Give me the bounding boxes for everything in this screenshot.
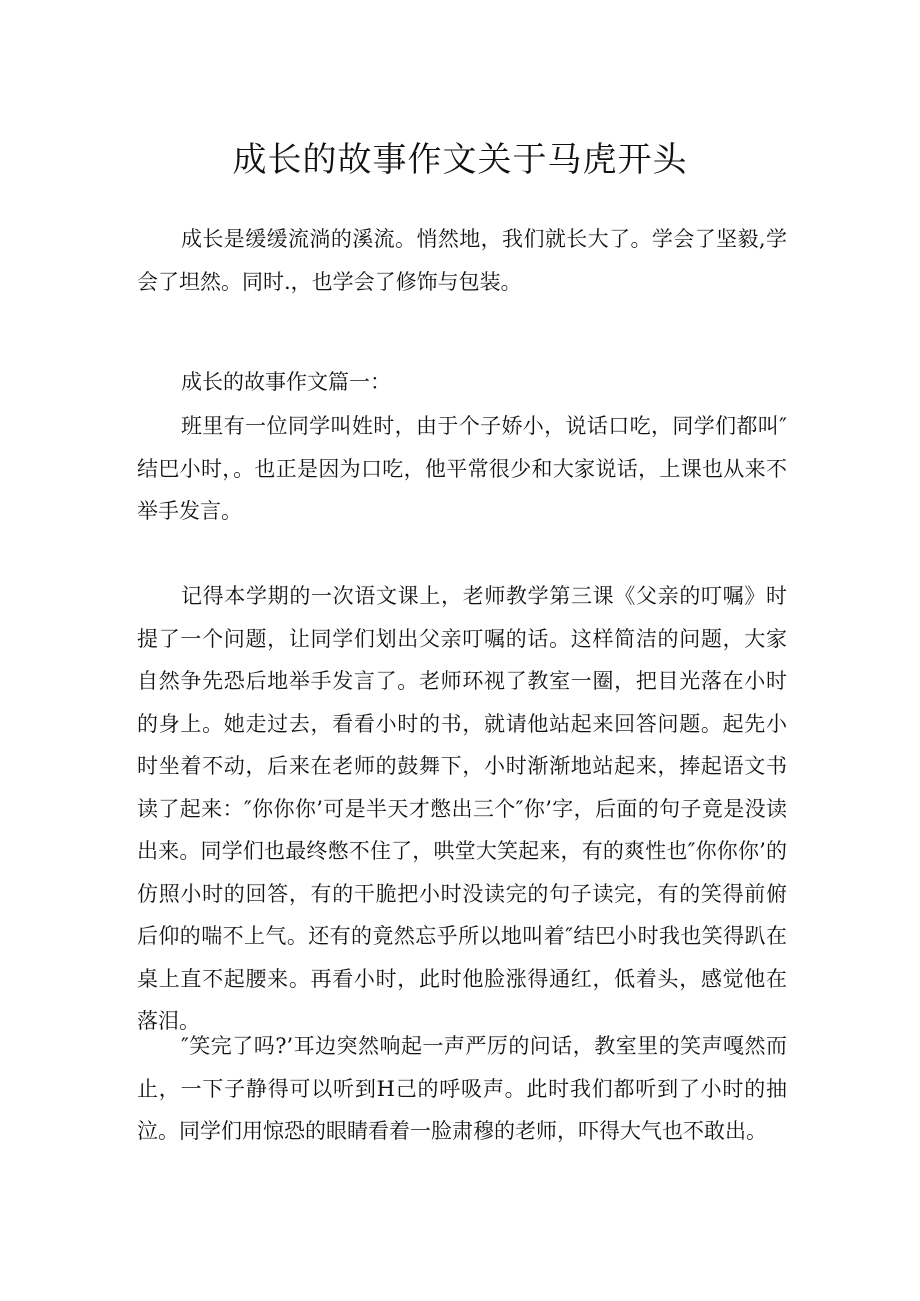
body-paragraph: 班里有一位同学叫姓时，由于个子娇小，说话口吃，同学们都叫″结巴小时，。也正是因为口吃，他平常很少和大家说话，上课也从来不举手发言。: [137, 414, 787, 523]
body-paragraph: 记得本学期的一次语文课上，老师教学第三课《父亲的叮嘱》时提了一个问题，让同学们划出父亲叮嘱的话。这样简洁的问题，大家自然争先恐后地举手发言了。老师环视了教室一圈，把目光落在小时的身上。她走过去，看看小时的书，就请他站起来回答问题。起先小时坐着不动，后来在老师的鼓舞下，小时渐渐地站起来，捧起语文书读了起来：″你你你’可是半天才憋出三个″你’字，后面的句子竟是没读出来。同学们也最终憋不住了，哄堂大笑起来，有的爽性也″你你你’的仿照小时的回答，有的干脆把小时没读完的句子读完，有的笑得前俯后仰的喘不上气。还有的竟然忘乎所以地叫着″结巴小时我也笑得趴在桌上直不起腰来。再看小时，此时他脸涨得通红，低着头，感觉他在落泪。: [137, 584, 787, 1033]
body-paragraph: ″笑完了吗?’耳边突然响起一声严厉的问话，教室里的笑声嘎然而止，一下子静得可以听到H己的呼吸声。此时我们都听到了小时的抽泣。同学们用惊恐的眼睛看着一脸肃穆的老师，吓得大气也不敢出。: [137, 1034, 787, 1143]
section-heading: 成长的故事作文篇一：: [181, 370, 391, 394]
document-title: 成长的故事作文关于马虎开头: [232, 140, 688, 180]
intro-paragraph: 成长是缓缓流淌的溪流。悄然地，我们就长大了。学会了坚毅,学会了坦然。同时.，也学会了修饰与包装。: [137, 227, 787, 294]
